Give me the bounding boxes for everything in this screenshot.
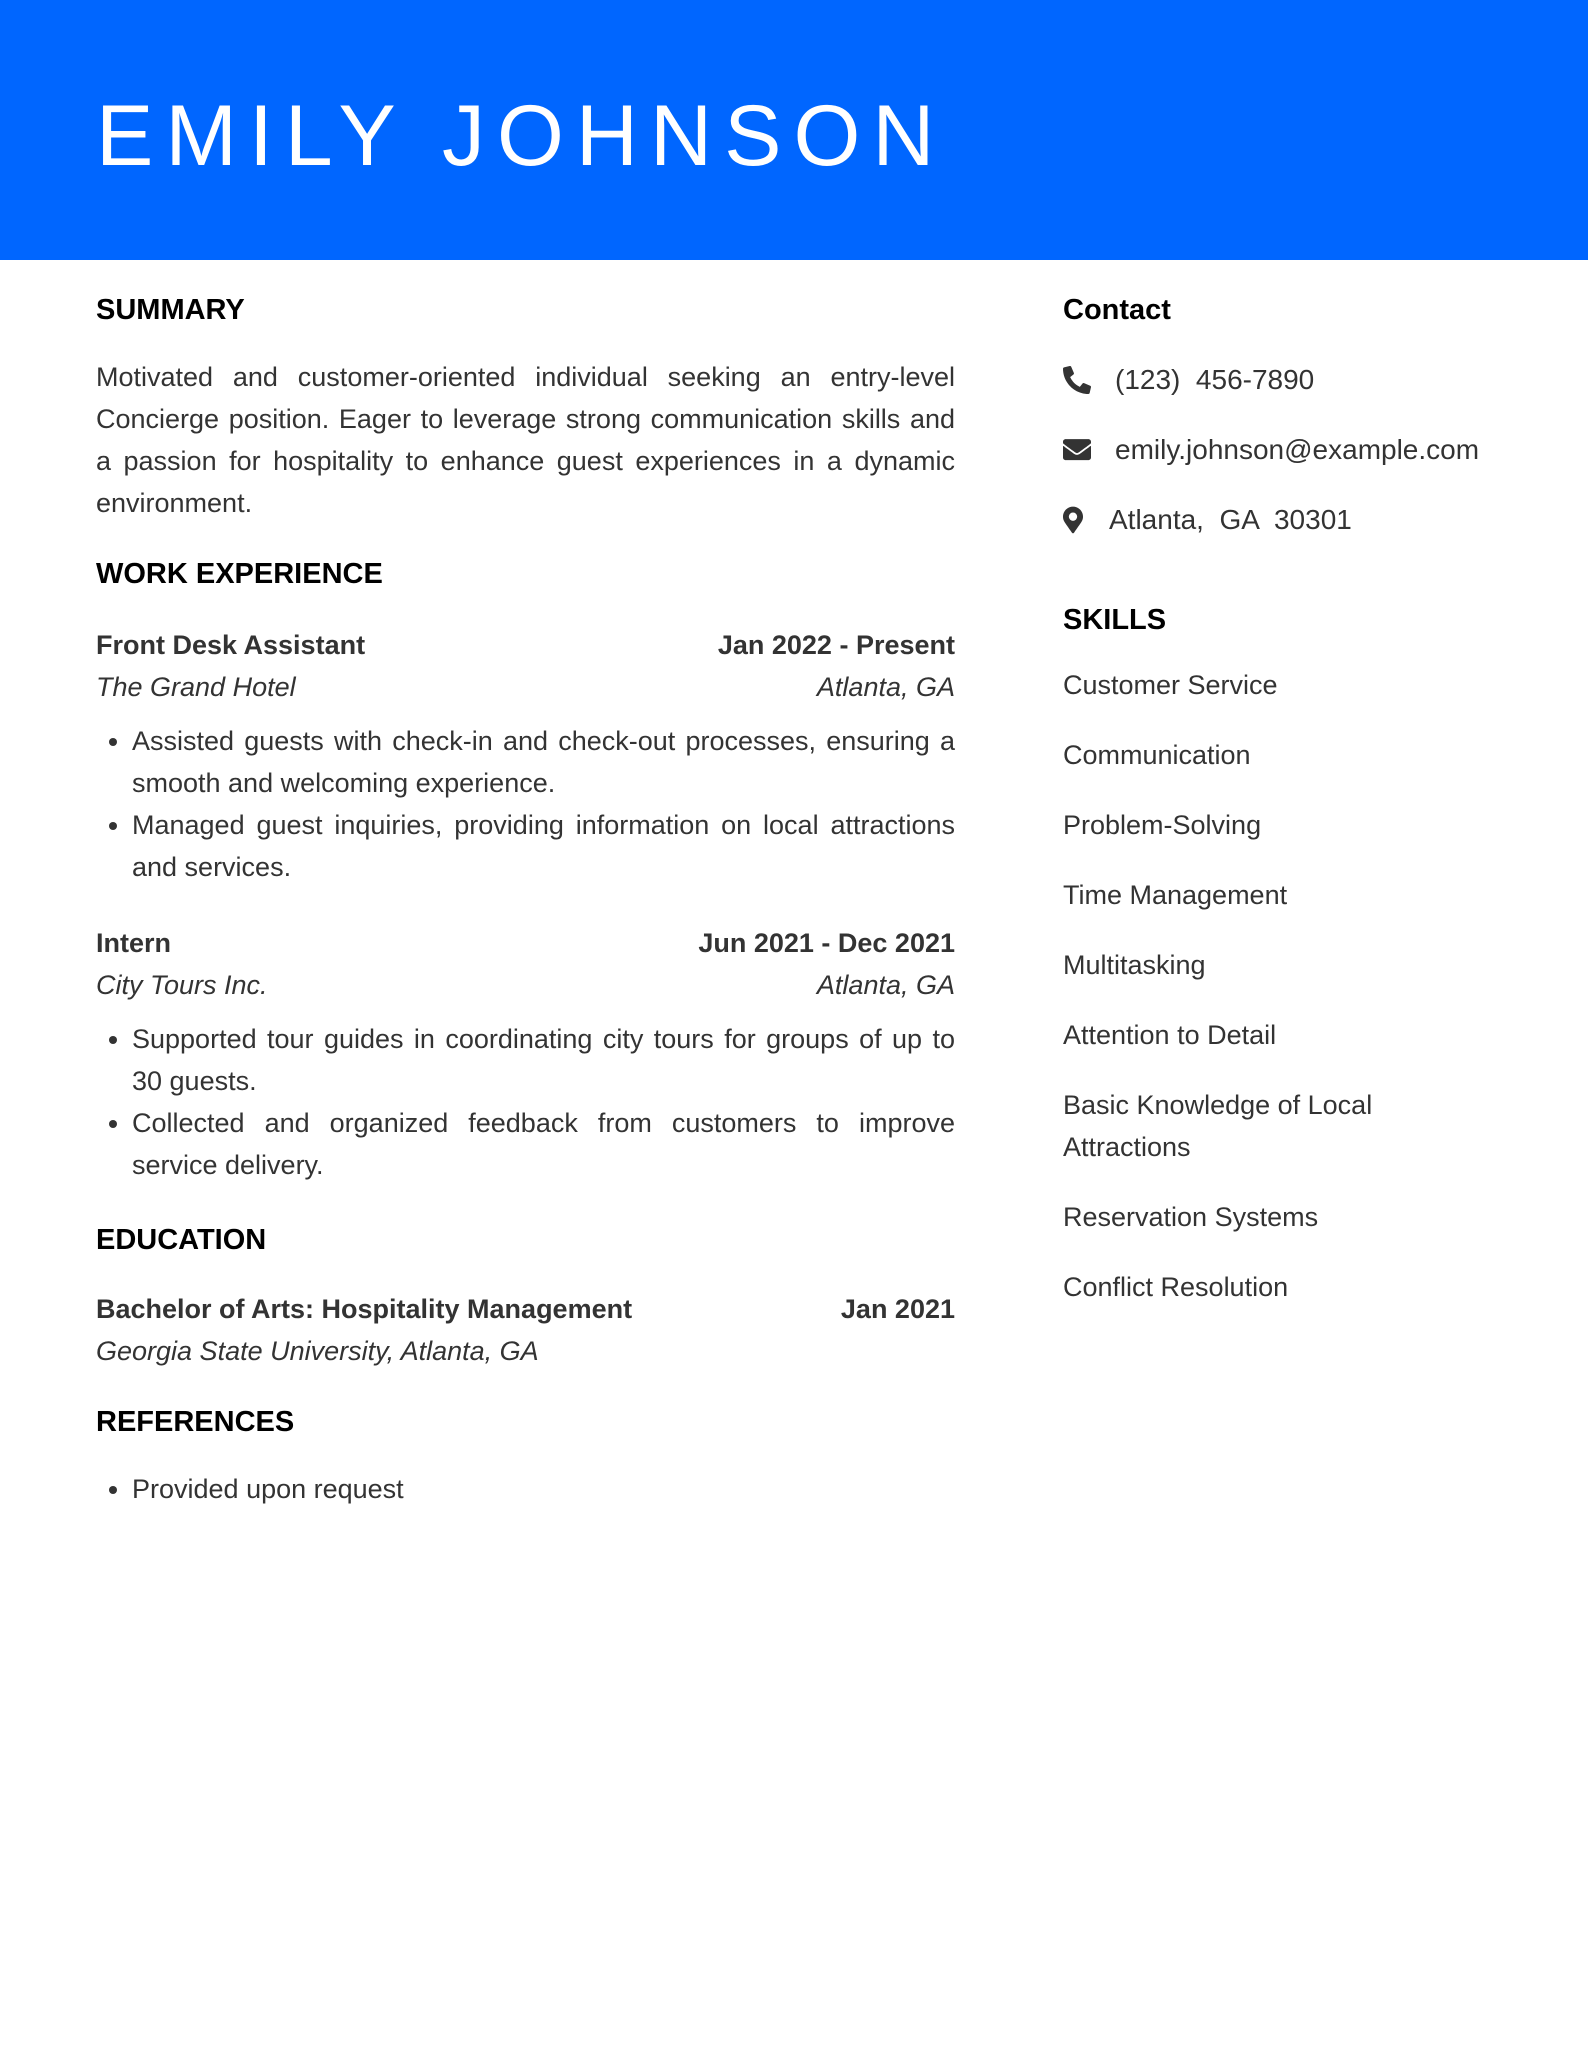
job-dates: Jun 2021 - Dec 2021 [698, 928, 955, 958]
job-company: City Tours Inc. [96, 970, 268, 1000]
skill-item: Basic Knowledge of Local Attractions [1063, 1090, 1373, 1162]
job-company: The Grand Hotel [96, 672, 296, 702]
job-title: Front Desk Assistant [96, 630, 366, 660]
school-name: Georgia State University, Atlanta, GA [96, 1336, 539, 1366]
contact-heading: Contact [1063, 294, 1171, 326]
education-heading: EDUCATION [96, 1224, 267, 1256]
degree-title: Bachelor of Arts: Hospitality Management [96, 1294, 633, 1324]
email-address: emily.johnson@example.com [1115, 434, 1480, 465]
job-bullet: • Assisted guests with check-in and check-out processes, ensuring a smooth and welcoming experience. [132, 720, 955, 804]
summary-text: Motivated and customer-oriented individual seeking an entry-level Concierge position. Eager to leverage strong communication skills and a passion for hospitality to enhance guest experiences in a dynamic environment. [96, 362, 955, 518]
sidebar-column [1063, 290, 1523, 1336]
header-banner [0, 0, 1588, 260]
work-experience-section [96, 554, 955, 1186]
skill-item: Time Management [1063, 880, 1288, 910]
education-section [96, 1220, 955, 1372]
job-bullets [96, 720, 955, 888]
envelope-icon [1063, 435, 1093, 465]
skill-item: Customer Service [1063, 670, 1278, 700]
degree-date: Jan 2021 [840, 1294, 955, 1324]
job-title: Intern [96, 928, 172, 958]
location-text: Atlanta, GA 30301 [1109, 504, 1352, 535]
summary-heading: SUMMARY [96, 294, 245, 326]
skill-item: Reservation Systems [1063, 1202, 1319, 1232]
skill-item: Conflict Resolution [1063, 1272, 1289, 1302]
contact-location [1063, 500, 1523, 540]
map-pin-icon [1063, 505, 1087, 535]
skill-item: Problem-Solving [1063, 810, 1262, 840]
job-location: Atlanta, GA [816, 672, 955, 702]
skill-item: Attention to Detail [1063, 1020, 1277, 1050]
contact-phone [1063, 360, 1523, 400]
job-bullets [96, 1018, 955, 1186]
job-location: Atlanta, GA [816, 970, 955, 1000]
skill-item: Multitasking [1063, 950, 1206, 980]
job-dates: Jan 2022 - Present [717, 630, 955, 660]
contact-section [1063, 290, 1523, 540]
skills-heading: SKILLS [1063, 604, 1167, 636]
reference-item: • Provided upon request [132, 1468, 955, 1510]
summary-section [96, 290, 955, 524]
job-entry [96, 624, 955, 888]
skill-item: Communication [1063, 740, 1251, 770]
job-entry [96, 922, 955, 1186]
contact-email [1063, 430, 1523, 470]
job-bullet: • Collected and organized feedback from customers to improve service delivery. [132, 1102, 955, 1186]
phone-icon [1063, 365, 1093, 395]
phone-number: (123) 456-7890 [1115, 364, 1315, 395]
skills-section [1063, 600, 1523, 1308]
job-bullet: • Supported tour guides in coordinating city tours for groups of up to 30 guests. [132, 1018, 955, 1102]
main-column [96, 290, 955, 1510]
references-list [96, 1468, 955, 1510]
work-experience-heading: WORK EXPERIENCE [96, 558, 383, 590]
references-heading: REFERENCES [96, 1406, 295, 1438]
candidate-name: EMILY JOHNSON [96, 88, 947, 184]
job-bullet: • Managed guest inquiries, providing information on local attractions and services. [132, 804, 955, 888]
skills-list [1063, 664, 1523, 1308]
references-section [96, 1402, 955, 1510]
